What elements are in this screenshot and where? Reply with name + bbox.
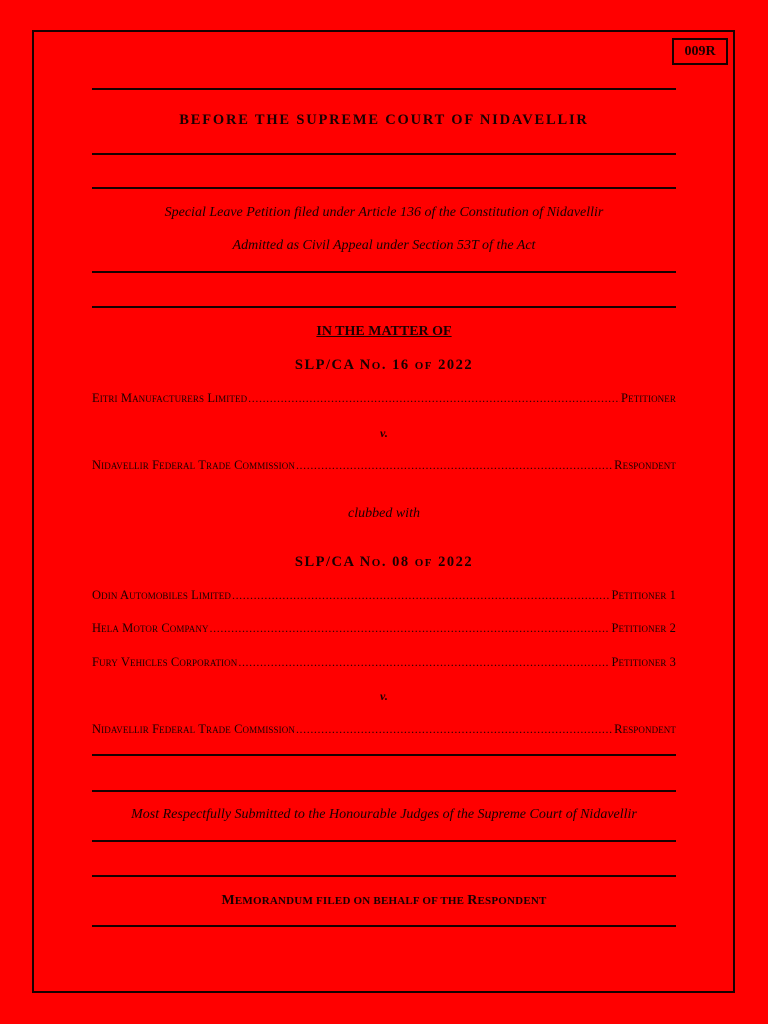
document-code: 009R [684,43,716,59]
versus-label: v. [380,426,388,440]
party-role: Petitioner 3 [611,655,676,669]
dot-leader [296,722,613,737]
dot-leader [296,458,613,473]
case-number-1: SLP/CA NO. 16 OF 2022 [294,357,474,373]
dot-leader [238,655,610,670]
divider-rule [92,840,676,842]
party-role: Petitioner 2 [611,621,676,635]
divider-rule [92,925,676,927]
party-row [92,621,676,636]
document-code-box [672,38,728,65]
case-number-2: SLP/CA NO. 08 OF 2022 [294,554,474,570]
versus-label: v. [380,689,388,703]
party-row [92,391,676,406]
in-the-matter-of-heading: IN THE MATTER OF [316,324,452,339]
party-role: Petitioner [621,391,676,405]
party-name: Eitri Manufacturers Limited [92,391,248,405]
divider-rule [92,153,676,155]
respondent-row [92,722,676,737]
party-row [92,588,676,603]
divider-rule [92,875,676,877]
divider-rule [92,754,676,756]
memorandum-title: MEMORANDUM FILED ON BEHALF OF THE RESPONDENT [221,893,547,908]
divider-rule [92,271,676,273]
divider-rule [92,88,676,90]
party-role: Respondent [614,458,676,472]
party-role: Respondent [614,722,676,736]
submission-line: Most Respectfully Submitted to the Honourable Judges of the Supreme Court of Nidavellir [131,807,637,822]
dot-leader [232,588,611,603]
divider-rule [92,790,676,792]
dot-leader [248,391,620,406]
party-row [92,655,676,670]
petition-line-1: Special Leave Petition filed under Article 136 of the Constitution of Nidavellir [164,205,604,220]
divider-rule [92,187,676,189]
dot-leader [210,621,611,636]
court-title: BEFORE THE SUPREME COURT OF NIDAVELLIR [179,112,589,128]
party-name: Nidavellir Federal Trade Commission [92,722,295,736]
clubbed-with-label: clubbed with [348,506,420,521]
divider-rule [92,306,676,308]
party-name: Hela Motor Company [92,621,209,635]
party-role: Petitioner 1 [611,588,676,602]
party-name: Fury Vehicles Corporation [92,655,238,669]
respondent-row [92,458,676,473]
party-name: Odin Automobiles Limited [92,588,231,602]
party-name: Nidavellir Federal Trade Commission [92,458,295,472]
petition-line-2: Admitted as Civil Appeal under Section 53T of the Act [232,238,536,253]
